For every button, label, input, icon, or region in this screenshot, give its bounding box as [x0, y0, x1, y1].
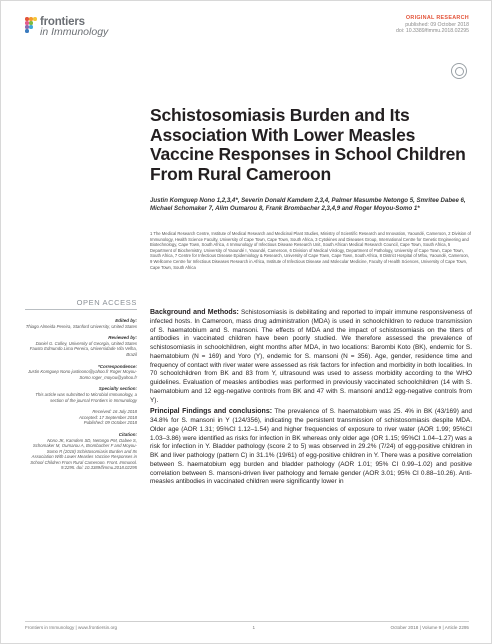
abstract-background	[150, 309, 472, 405]
open-access-label[interactable]: OPEN ACCESS	[25, 298, 137, 310]
citation-label: Citation:	[118, 431, 137, 437]
edited-by-value: Thiago Almeida Pereira, Stanford University, United States	[25, 323, 137, 329]
footer-journal[interactable]: Frontiers in Immunology | www.frontiersin.org	[25, 625, 118, 630]
reviewed-by-value: Daniel G. Colley, University of Georgia, United States Fausto Edmundo Lima Pereira, Universidade Vila Velha, Brazil	[29, 340, 137, 357]
published-date: published: 09 October 2018	[405, 21, 469, 28]
article-sidebar	[25, 298, 137, 477]
principal-findings-text: The prevalence of S. haematobium was 25. 4% in BK (43/169) and 34.8% for S. mansoni in Y (124/356), indicating the persistent transmission of schistosomiasis despite MDA. Older age (AOR 1.31; 95%CI 1.12–1.54) and higher frequencies of exposure to river water (AOR 1.99; 95%CI 1.03–3.86) were identified as risks for infection in BK whereas only older age (OR 1.15; 95%CI 1.04–1.27) was a risk for infection in Y. Bladder pathology (score 2 to 5) was observed in 29.2% (7/24) of egg-positive children in BK and liver pathology (pattern C) in 31.1% (19/61) of egg-positive children in Y. There was a positive correlation between S. haematobium egg burden and bladder pathology (AOR 1.01; 95% CI 0.99–1.02) and positive correlation between S. mansoni-driven liver pathology and female gender (AOR 3.01; 95% CI 0.88–10.26). Anti-measles antibodies in vaccinated children were significantly lower in	[150, 408, 472, 486]
edited-by-label: Edited by:	[115, 318, 137, 323]
frontiers-dots-icon	[25, 17, 37, 39]
accepted-date: Accepted: 17 September 2018	[78, 414, 137, 420]
article-type: ORIGINAL RESEARCH	[405, 15, 469, 21]
journal-name: in Immunology	[40, 26, 109, 38]
principal-findings-label: Principal Findings and conclusions:	[150, 408, 273, 416]
correspondence-value[interactable]: Justin Komguep Nono justinono@yahoo.fr Roger Moyou-Somo roger_moyou@yahoo.fr	[28, 369, 137, 380]
received-date: Received: 16 July 2018	[92, 409, 137, 415]
affiliations: 1 The Medical Research Centre, Institute of Medical Research and Medicinal Plant Studies, Ministry of Scientific Research and Innovation, Yaoundé, Cameroon, 2 Division of Immunology, Health Science Faculty, University of Cape Town, Cape Town, South Africa, 3 Cytokines and Diseases Group, International Centre for Genetic Engineering and Biotechnology, Cape Town, South Africa, 4 Immunology of Infectious Disease Research Unit, South African Medical Research Council, Cape Town, South Africa, 5 Department of Biochemistry, University of Yaoundé I, Yaoundé, Cameroon, 6 Division of Medical Virology, Department of Pathology, University of Cape Town, Cape Town, South Africa, 7 Centre for Infectious Disease Epidemiology & Research, University of Cape Town, Cape Town, South Africa, 8 District Hospital of Mfou, Yaoundé, Cameroon, 9 Wellcome Centre for Infectious Diseases Research in Africa, Institute of Infectious Disease and Molecular Medicine, Faculty of Health Sciences, University of Cape Town, Cape Town, South Africa	[150, 231, 471, 270]
correspondence-label: *Correspondence:	[97, 363, 137, 369]
citation-value: Nono JK, Kamdem SD, Netongo PM, Dabee S, Schomaker M, Oumarou A, Brombacher F and Moyou-Somo R (2018) Schistosomiasis Burden and Its Association With Lower Measles Vaccine Responses in School Children From Rural Cameroon. Front. Immunol. 9:2295. doi: 10.3389/fimmu.2018.02295	[30, 437, 137, 471]
background-methods-label: Background and Methods:	[150, 309, 239, 316]
specialty-section	[25, 386, 137, 403]
page-number: 1	[252, 625, 256, 630]
article-meta	[396, 15, 469, 35]
specialty-label: Specialty section:	[98, 386, 137, 392]
background-methods-text: Schistosomiasis is debilitating and reported to impair immune responsiveness of infected hosts. In Cameroon, mass drug administration (MDA) is used in schoolchildren to reduce transmission of S. haematobium and S. mansoni. The effects of MDA and the impact of schistosomiasis on the titers of antibodies in vaccinated children have been poorly studied. We therefore assessed the prevalence of schistosomiasis in schoolchildren, eight months after MDA, in two locations: Barombi Koto (BK), endemic for S. haematobium (N = 169) and Yoro (Y), endemic for S. mansoni (N = 356). Age, gender, residence time and frequency of contact with river water were assessed as risk factors for infection and morbidity in both localities. In 70 schoolchildren from BK and 83 from Y, ultrasound was used to assess morbidity according to the WHO guidelines. Evaluation of measles antibodies was performed in previously vaccinated schoolchildren (14 with S. haematobium and 12 egg-negative controls from BK and 47 with S. mansoni and12 egg-negative controls from Y).	[150, 309, 472, 404]
check-for-updates-icon[interactable]	[451, 63, 467, 79]
sidebar-published-date: Published: 09 October 2018	[83, 420, 137, 426]
footer-volume: October 2018 | Volume 9 | Article 2295	[390, 625, 469, 630]
history-dates	[25, 409, 137, 426]
doi-link[interactable]: doi: 10.3389/fimmu.2018.02295	[396, 28, 469, 35]
abstract-findings	[150, 408, 472, 487]
edited-by	[25, 318, 137, 329]
article-title: Schistosomiasis Burden and Its Association With Lower Measles Vaccine Responses in School Children From Rural Cameroon	[150, 105, 466, 184]
abstract	[150, 309, 472, 490]
page-footer	[25, 621, 469, 630]
correspondence	[25, 364, 137, 381]
specialty-value: This article was submitted to Microbial Immunology, a section of the journal Frontiers in Immunology	[35, 391, 137, 403]
brand-name: frontiers	[40, 16, 85, 28]
citation	[25, 432, 137, 471]
author-list: Justin Komguep Nono 1,2,3,4*, Severin Donald Kamdem 2,3,4, Palmer Masumbe Netongo 5, Smritee Dabee 6, Michael Schomaker 7, Alim Oumarou 8, Frank Brombacher 2,3,4,9 and Roger Moyou-Somo 1*	[150, 197, 466, 212]
check-for-updates-icon-inner	[455, 67, 464, 76]
frontiers-logo[interactable]	[25, 17, 108, 39]
reviewed-by-label: Reviewed by:	[108, 335, 137, 341]
reviewed-by	[25, 335, 137, 357]
